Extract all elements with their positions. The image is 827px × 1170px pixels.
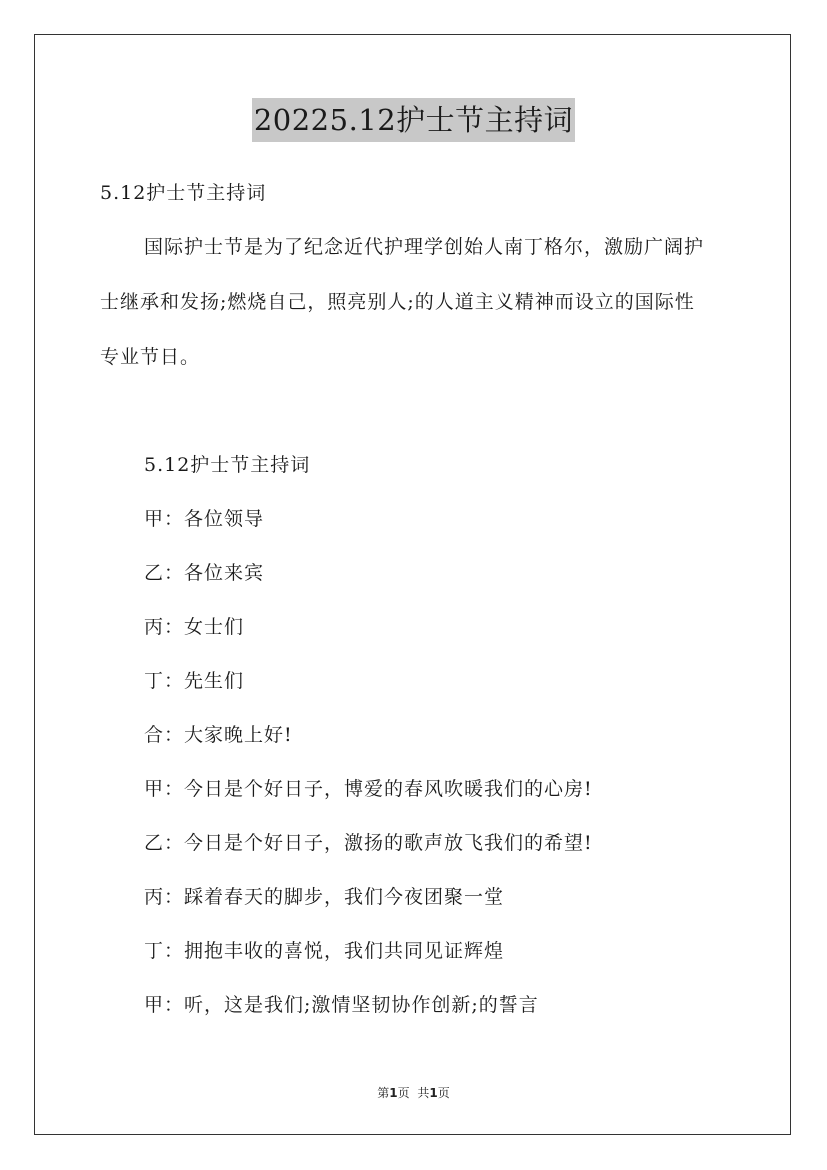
dialog-line: 丁：先生们: [144, 670, 245, 692]
dialog-line: 丙：女士们: [144, 616, 245, 638]
title-container: [0, 98, 827, 142]
footer-total-pages: 1: [429, 1086, 438, 1100]
dialog-line: 合：大家晚上好!: [144, 724, 293, 746]
footer-total-prefix: 共: [417, 1086, 430, 1100]
section-heading: 5.12护士节主持词: [144, 454, 311, 476]
footer-page-number: 1: [389, 1086, 398, 1100]
footer-page-prefix: 第: [377, 1086, 390, 1100]
document-subtitle: 5.12护士节主持词: [100, 182, 267, 204]
dialog-line: 丙：踩着春天的脚步，我们今夜团聚一堂: [144, 886, 505, 908]
intro-paragraph-line-2: 士继承和发扬;燃烧自己，照亮别人;的人道主义精神而设立的国际性: [100, 291, 695, 313]
footer-total-suffix: 页: [437, 1086, 450, 1100]
dialog-line: 乙：今日是个好日子，激扬的歌声放飞我们的希望!: [144, 832, 593, 854]
dialog-line: 乙：各位来宾: [144, 562, 265, 584]
dialog-line: 甲：今日是个好日子，博爱的春风吹暖我们的心房!: [144, 778, 593, 800]
document-title: 20225.12护士节主持词: [252, 98, 575, 142]
footer-page-suffix: 页: [397, 1086, 410, 1100]
dialog-line: 甲：各位领导: [144, 508, 265, 530]
intro-paragraph-line-1: 国际护士节是为了纪念近代护理学创始人南丁格尔，激励广阔护: [144, 236, 705, 258]
dialog-line: 甲：听，这是我们;激情坚韧协作创新;的誓言: [144, 994, 539, 1016]
page-footer: [0, 1085, 827, 1101]
intro-paragraph-line-3: 专业节日。: [100, 346, 201, 368]
dialog-line: 丁：拥抱丰收的喜悦，我们共同见证辉煌: [144, 940, 505, 962]
